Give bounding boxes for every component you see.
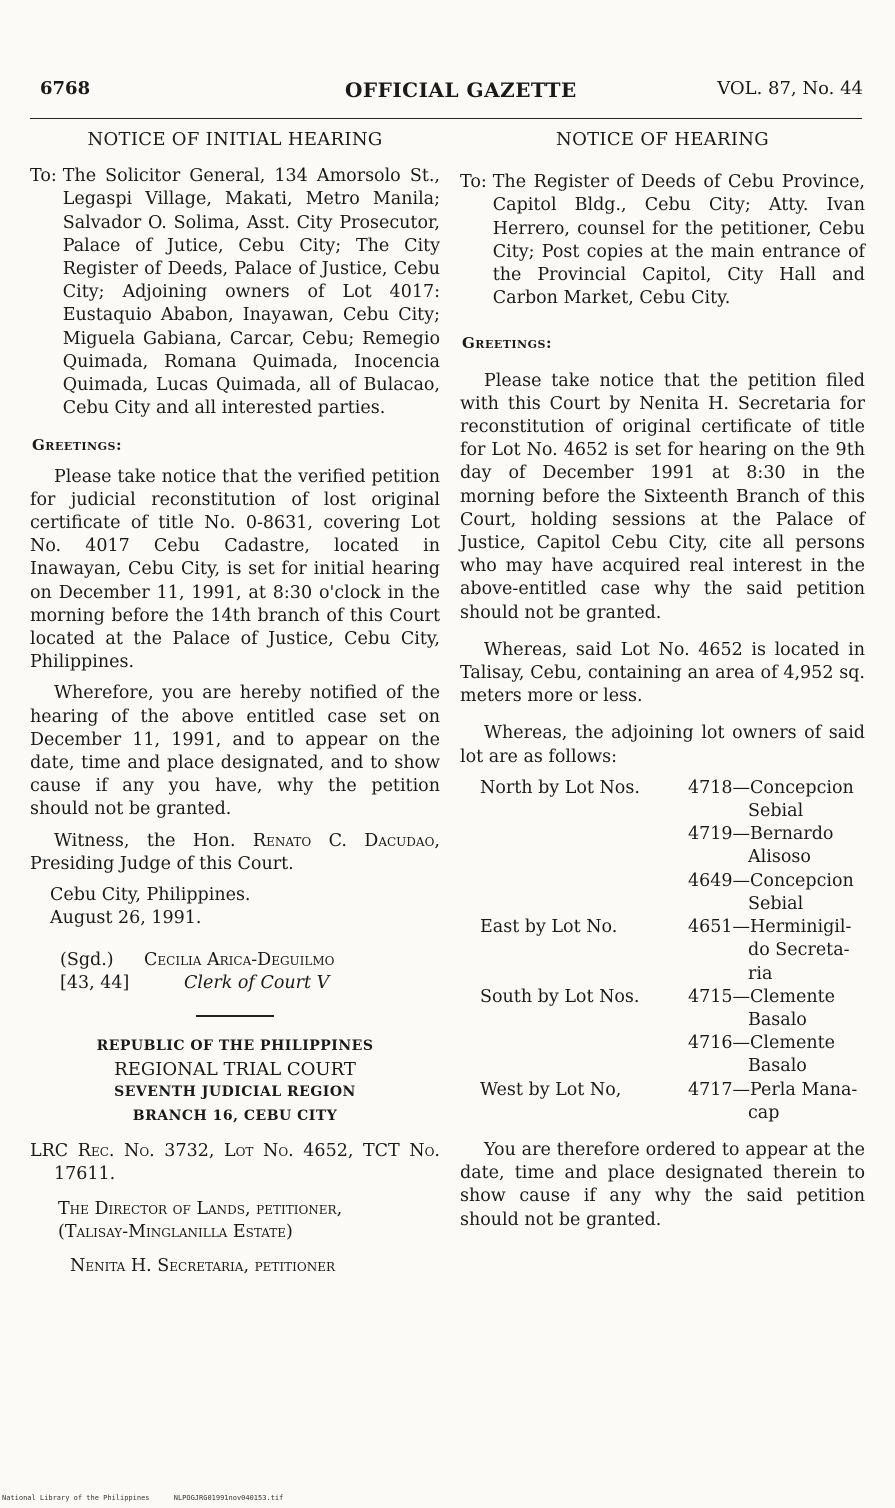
clerk-name: Cecilia Arica-Deguilmo — [144, 949, 335, 970]
right-to-label: To: — [460, 172, 487, 193]
lot-owner-name-continued: Alisoso — [748, 847, 811, 868]
party-2: (Talisay-Minglanilla Estate) — [58, 1222, 293, 1243]
right-column — [460, 128, 865, 1232]
lot-owner-name: Bernardo — [750, 824, 834, 845]
lot-owner-name: Concepcion — [750, 777, 854, 798]
left-heading: NOTICE OF INITIAL HEARING — [87, 129, 383, 150]
lot-row — [460, 916, 865, 986]
lot-owner-name: Clemente — [750, 1033, 836, 1054]
header-rule — [30, 118, 862, 119]
adjoining-lots-list — [460, 777, 865, 1125]
date-line: August 26, 1991. — [50, 908, 202, 929]
signature-row — [60, 949, 440, 972]
lot-owner: 4716—Clemente Basalo — [688, 1032, 865, 1078]
footer-library: National Library of the Philippines — [2, 1494, 150, 1502]
party-1: The Director of Lands, petitioner, — [58, 1199, 343, 1220]
lot-owner-name-continued: cap — [748, 1102, 780, 1123]
volume-number: VOL. 87, No. 44 — [717, 78, 863, 99]
lot-owner-name-continued: Sebial — [748, 893, 804, 914]
right-paragraph-4: You are therefore ordered to appear at the date, time and place designated therein to show cause if any why the said petition should not be granted. — [460, 1139, 865, 1230]
right-paragraph-1: Please take notice that the petition filed with this Court by Nenita H. Secretaria for reconstitution of original certificate of title for Lot No. 4652 is set for hearing on the 9th day of December 1991 at 8:30 in the morning before the Sixteenth Branch of this Court, holding sessions at the Palace of Justice, Capitol Cebu City, cite all persons who may have acquired real interest in the above-entitled case why the said petition should not be granted. — [460, 370, 865, 623]
left-to-label: To: — [30, 166, 57, 187]
court-line-4: BRANCH 16, CEBU CITY — [132, 1107, 338, 1124]
lot-number: 4717 — [688, 1079, 733, 1100]
lot-owner-name-continued: ria — [748, 963, 773, 984]
lot-side: North by Lot Nos. — [480, 777, 640, 798]
lot-owner: 4719—Bernardo Alisoso — [688, 823, 865, 869]
judge-name: Renato C. Dacudao, — [252, 830, 440, 851]
witness-prefix: Witness, the Hon. — [54, 830, 236, 851]
lot-side — [460, 870, 688, 916]
lot-number: 4649 — [688, 870, 733, 891]
lot-row — [460, 1079, 865, 1125]
right-heading: NOTICE OF HEARING — [556, 129, 769, 150]
signature-title-row — [60, 972, 440, 995]
lot-side — [460, 823, 688, 869]
sgd-label: (Sgd.) — [60, 949, 114, 970]
lot-row — [460, 777, 865, 823]
lot-number: 4715 — [688, 986, 733, 1007]
clerk-title: Clerk of Court V — [184, 972, 330, 993]
footer-file: NLPOGJRG01991nov040153.tif — [173, 1494, 284, 1502]
witness-suffix: Presiding Judge of this Court. — [30, 853, 294, 874]
left-greetings: Greetings: — [32, 436, 122, 455]
page-number: 6768 — [40, 78, 91, 99]
court-line-2: REGIONAL TRIAL COURT — [114, 1059, 356, 1081]
lot-side — [460, 1032, 688, 1078]
lot-side: East by Lot No. — [480, 917, 618, 938]
case-reference: LRC Rec. No. 3732, Lot No. 4652, TCT No. 17611. — [30, 1140, 440, 1184]
lot-owner-name-continued: do Secreta- — [748, 940, 850, 961]
lot-owner-name-continued: Sebial — [748, 801, 804, 822]
lot-row — [460, 823, 865, 869]
left-column — [30, 128, 440, 1278]
right-address-block — [460, 171, 865, 310]
right-paragraph-2: Whereas, said Lot No. 4652 is located in Talisay, Cebu, containing an area of 4,952 sq. meters more or less. — [460, 639, 865, 707]
lot-owner-name-continued: Basalo — [748, 1056, 807, 1077]
scan-footer — [2, 1494, 303, 1502]
left-witness — [30, 830, 440, 876]
lot-owner: 4715—Clemente Basalo — [688, 986, 865, 1032]
right-greetings: Greetings: — [462, 334, 552, 353]
lot-owner-name: Perla Mana- — [750, 1079, 858, 1100]
lot-owner-name: Clemente — [750, 986, 836, 1007]
lot-side: South by Lot Nos. — [480, 986, 640, 1007]
lot-number: 4651 — [688, 917, 733, 938]
left-to-text: The Solicitor General, 134 Amorsolo St., Legaspi Village, Makati, Metro Manila; Salvador O. Solima, Asst. City Prosecutor, Palace of Jutice, Cebu City; The City Register of Deeds, Palace of Justice, Cebu City; Adjoining owners of Lot 4017: Eustaquio Ababon, Inayawan, Cebu City; Miguela Gabiana, Carcar, Cebu; Remegio Quimada, Romana Quimada, Inocencia Quimada, Lucas Quimada, all of Bulacao, Cebu City and all interested parties. — [62, 166, 440, 419]
lot-owner-name: Concepcion — [750, 870, 854, 891]
court-line-3: SEVENTH JUDICIAL REGION — [114, 1084, 356, 1101]
lot-row — [460, 986, 865, 1032]
lot-row — [460, 870, 865, 916]
issue-reference: [43, 44] — [60, 972, 130, 993]
left-paragraph-1: Please take notice that the verified petition for judicial reconstitution of lost original certificate of title No. 0-8631, covering Lot No. 4017 Cebu Cadastre, located in Inawayan, Cebu City, is set for initial hearing on December 11, 1991, at 8:30 o'clock in the morning before the 14th branch of this Court located at the Palace of Justice, Cebu City, Philippines. — [30, 466, 440, 673]
right-to-text: The Register of Deeds of Cebu Province, Capitol Bldg., Cebu City; Atty. Ivan Herrero, counsel for the petitioner, Cebu City; Post copies at the main entrance of the Provincial Capitol, City Hall and Carbon Market, Cebu City. — [492, 172, 865, 309]
lot-side: West by Lot No, — [480, 1079, 622, 1100]
party-3: Nenita H. Secretaria, petitioner — [70, 1255, 336, 1276]
left-address-block — [30, 165, 440, 420]
lot-number: 4719 — [688, 824, 733, 845]
lot-owner: 4649—Concepcion Sebial — [688, 870, 865, 916]
place-line: Cebu City, Philippines. — [50, 885, 251, 906]
lot-row — [460, 1032, 865, 1078]
lot-owner-name-continued: Basalo — [748, 1009, 807, 1030]
lot-owner: 4717—Perla Mana- cap — [688, 1079, 865, 1125]
right-paragraph-3: Whereas, the adjoining lot owners of said lot are as follows: — [460, 723, 865, 767]
publication-title: OFFICIAL GAZETTE — [345, 78, 577, 102]
lot-owner-name: Herminigil- — [750, 917, 852, 938]
lot-owner: 4651—Herminigil- do Secreta- ria — [688, 916, 865, 986]
section-divider — [196, 1015, 274, 1017]
court-line-1: REPUBLIC OF THE PHILIPPINES — [96, 1037, 374, 1054]
lot-number: 4718 — [688, 777, 733, 798]
left-paragraph-2: Wherefore, you are hereby notified of the hearing of the above entitled case set on December 11, 1991, and to appear on the date, time and place designated, and to show cause if any you have, why the petition should not be granted. — [30, 683, 440, 820]
lot-owner: 4718—Concepcion Sebial — [688, 777, 865, 823]
lot-number: 4716 — [688, 1033, 733, 1054]
